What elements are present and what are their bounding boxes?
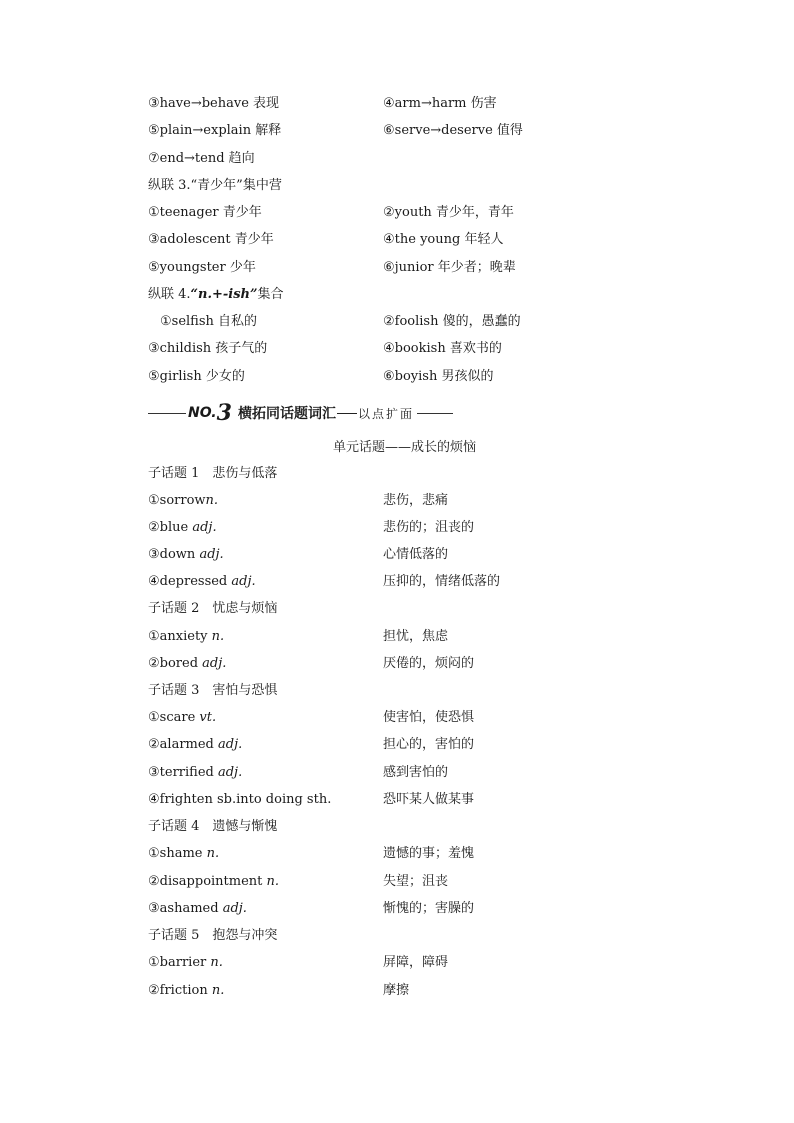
vocab-word-text: ②alarmed (148, 737, 219, 752)
group4-item: ⑥boyish 男孩似的 (383, 369, 494, 384)
vocab-word-text: ①scare (148, 710, 200, 725)
vocab-meaning: 感到害怕的 (383, 765, 449, 780)
vocab-word-text: ①anxiety (148, 629, 212, 644)
vocab-word (148, 981, 224, 1001)
vocab-pos: n. (211, 983, 225, 998)
subtopic-title: 子话题 5 抱怨与冲突 (148, 928, 278, 943)
vocab-meaning: 摩擦 (383, 983, 410, 998)
vocab-word-text: ③ashamed (148, 901, 223, 916)
vocab-word-text: ②disappointment (148, 874, 267, 889)
group3-item: ④the young 年轻人 (383, 232, 504, 247)
vocab-pos: adj. (192, 520, 217, 535)
vocab-pos: n. (206, 846, 220, 861)
heading-dash (337, 413, 357, 414)
vocab-word-text: ④depressed (148, 574, 232, 589)
vocab-word (148, 627, 224, 647)
word-pair-left: ③have→behave 表现 (148, 96, 280, 111)
vocab-pos: vt. (199, 710, 217, 725)
unit-topic-title: 单元话题——成长的烦恼 (333, 440, 477, 455)
vocab-word (148, 790, 331, 810)
word-pair-right: ⑥serve→deserve 值得 (383, 123, 523, 138)
group4-title (148, 285, 284, 305)
vocab-word (148, 491, 218, 511)
vocab-pos: n. (205, 493, 219, 508)
section-subtitle: 以点扩面 (357, 406, 414, 421)
section-no-label: NO. (188, 405, 217, 421)
vocab-pos: n. (210, 955, 223, 970)
vocab-word-text: ④frighten sb.into doing sth. (148, 792, 332, 807)
vocab-pos: n. (266, 874, 280, 889)
vocab-pos: adj. (202, 656, 227, 671)
word-pair-left: ⑦end→tend 趋向 (148, 151, 255, 166)
group3-item: ⑤youngster 少年 (148, 260, 256, 275)
vocab-word-text: ①barrier (148, 955, 211, 970)
vocab-word-text: ②friction (148, 983, 212, 998)
section-title: 横拓同话题词汇 (237, 406, 336, 422)
group3-item: ①teenager 青少年 (148, 205, 262, 220)
subtopic-title: 子话题 1 悲伤与低落 (148, 466, 278, 481)
subtopic-title: 子话题 2 忧虑与烦恼 (148, 601, 278, 616)
vocab-word-text: ②bored (148, 656, 203, 671)
subtopic-title: 子话题 3 害怕与恐惧 (148, 683, 278, 698)
group3-item: ②youth 青少年，青年 (383, 205, 514, 220)
vocab-meaning: 厌倦的，烦闷的 (383, 656, 475, 671)
vocab-meaning: 压抑的，情绪低落的 (383, 574, 501, 589)
group4-title-bold: “n.+-ish” (190, 287, 258, 302)
vocab-pos: adj. (231, 574, 256, 589)
vocab-word (148, 735, 242, 755)
vocab-meaning: 心情低落的 (383, 547, 449, 562)
vocab-word-text: ③terrified (148, 765, 218, 780)
group4-title-prefix: 纵联 4. (148, 287, 191, 302)
vocab-meaning: 担忧，焦虑 (383, 629, 449, 644)
vocab-pos: adj. (218, 737, 243, 752)
group4-title-suffix: 集合 (257, 287, 284, 302)
vocab-word (148, 708, 216, 728)
vocab-meaning: 遗憾的事；羞愧 (383, 846, 475, 861)
section-no-number: 3 (216, 400, 232, 426)
vocab-pos: adj. (199, 547, 224, 562)
group3-title: 纵联 3.“青少年”集中营 (148, 178, 282, 193)
vocab-meaning: 失望；沮丧 (383, 874, 449, 889)
vocab-word (148, 899, 247, 919)
vocab-word (148, 872, 279, 892)
heading-rule-right (417, 413, 453, 414)
group4-item: ①selfish 自私的 (160, 314, 258, 329)
group4-item: ④bookish 喜欢书的 (383, 341, 502, 356)
vocab-meaning: 使害怕，使恐惧 (383, 710, 475, 725)
vocab-meaning: 屏障，障碍 (383, 955, 449, 970)
word-pair-right: ④arm→harm 伤害 (383, 96, 497, 111)
vocab-word (148, 545, 224, 565)
vocab-word (148, 763, 242, 783)
group4-item: ⑤girlish 少女的 (148, 369, 245, 384)
vocab-pos: adj. (217, 765, 243, 780)
subtopic-title: 子话题 4 遗憾与惭愧 (148, 819, 278, 834)
vocab-word-text: ③down (148, 547, 200, 562)
section-heading (148, 401, 468, 425)
group3-item: ⑥junior 年少者；晚辈 (383, 260, 516, 275)
vocab-pos: adj. (222, 901, 247, 916)
heading-rule-left (148, 413, 186, 414)
vocab-word-text: ②blue (148, 520, 193, 535)
vocab-word (148, 572, 256, 592)
group3-item: ③adolescent 青少年 (148, 232, 274, 247)
vocab-word (148, 844, 219, 864)
vocab-meaning: 惭愧的；害臊的 (383, 901, 475, 916)
word-pair-left: ⑤plain→explain 解释 (148, 123, 282, 138)
vocab-meaning: 悲伤，悲痛 (383, 493, 449, 508)
vocab-word-text: ①sorrow (148, 493, 206, 508)
vocab-meaning: 担心的，害怕的 (383, 737, 475, 752)
vocab-word (148, 654, 226, 674)
vocab-pos: n. (211, 629, 225, 644)
group4-item: ②foolish 傻的，愚蠢的 (383, 314, 521, 329)
vocab-word (148, 518, 217, 538)
vocab-meaning: 悲伤的；沮丧的 (383, 520, 475, 535)
group4-item: ③childish 孩子气的 (148, 341, 268, 356)
vocab-meaning: 恐吓某人做某事 (383, 792, 475, 807)
vocab-word (148, 953, 223, 973)
vocab-word-text: ①shame (148, 846, 207, 861)
